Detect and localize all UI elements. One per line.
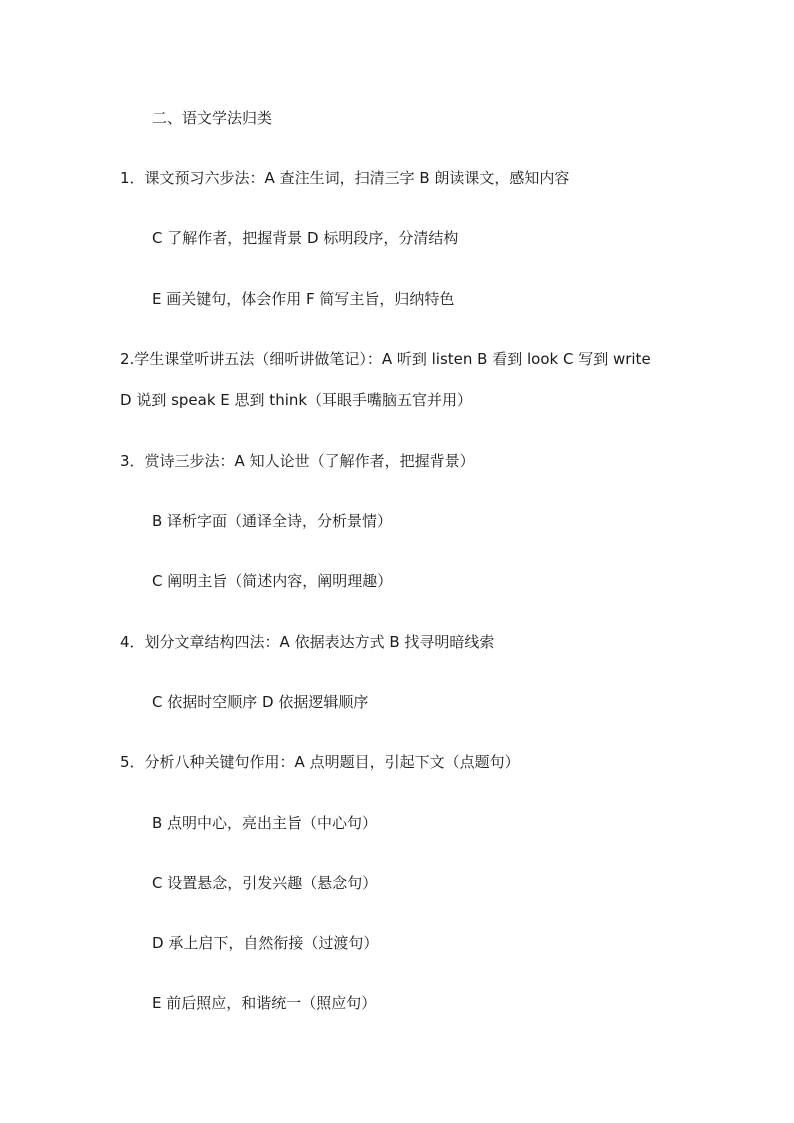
section-heading: 二、语文学法归类 [152,109,273,127]
text-line: 2.学生课堂听讲五法（细听讲做笔记）：A 听到 listen B 看到 look C 写到 write [120,350,651,368]
text-line: 1．课文预习六步法：A 查注生词，扫清三字 B 朗读课文，感知内容 [120,169,570,187]
text-line: B 点明中心，亮出主旨（中心句） [152,814,378,832]
text-line: C 设置悬念，引发兴趣（悬念句） [152,874,378,892]
text-line: C 了解作者，把握背景 D 标明段序，分清结构 [152,229,459,247]
text-line: 5．分析八种关键句作用：A 点明题目，引起下文（点题句） [120,753,520,771]
text-line: 4．划分文章结构四法：A 依据表达方式 B 找寻明暗线索 [120,633,495,651]
text-line: B 译析字面（通译全诗，分析景情） [152,512,393,530]
text-line: 3．赏诗三步法：A 知人论世（了解作者，把握背景） [120,452,475,470]
text-line: D 说到 speak E 思到 think（耳眼手嘴脑五官并用） [120,391,473,409]
text-line: D 承上启下，自然衔接（过渡句） [152,934,379,952]
text-line: C 依据时空顺序 D 依据逻辑顺序 [152,693,369,711]
text-line: C 阐明主旨（简述内容，阐明理趣） [152,572,393,590]
text-line: E 前后照应，和谐统一（照应句） [152,994,377,1012]
text-line: E 画关键句，体会作用 F 简写主旨，归纳特色 [152,290,455,308]
